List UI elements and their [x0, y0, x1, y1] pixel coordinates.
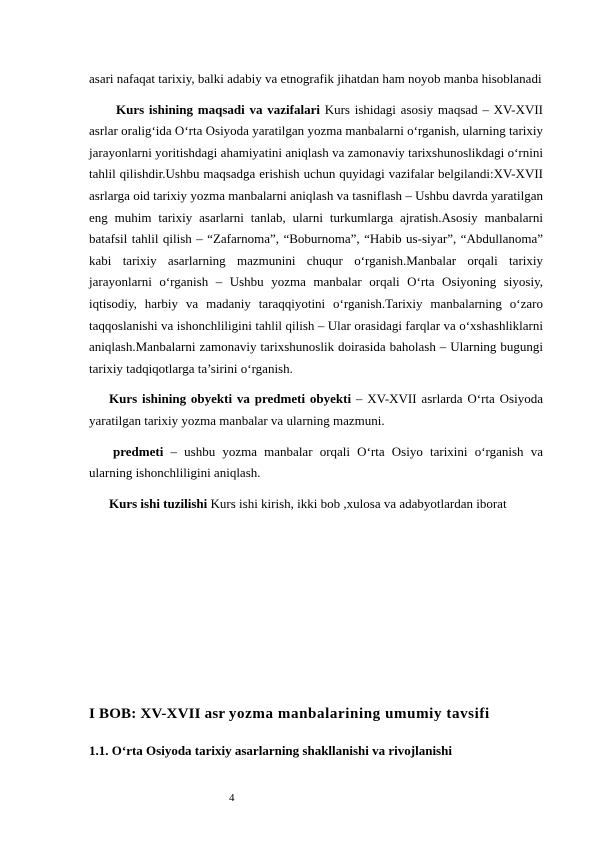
structure-paragraph — [89, 493, 543, 515]
section-heading: 1.1. O‘rta Osiyoda tarixiy asarlarning shakllanishi va rivojlanishi — [89, 743, 452, 758]
subject-paragraph — [89, 441, 543, 484]
object-paragraph — [89, 388, 543, 431]
purpose-paragraph — [89, 99, 543, 380]
purpose-text: Kurs ishidagi asosiy maqsad – XV-XVII asrlar oralig‘ida O‘rta Osiyoda yaratilgan yozma manbalarni o‘rganish, ularning tarixiy jarayonlarni yoritishdagi ahamiyatini aniqlash va zamonaviy tarixshunoslikdagi o‘rnini tahlil qilishdir.Ushbu maqsadga erishish uchun quyidagi vazifalar belgilandi:XV-XVII asrlarga oid tarixiy yozma manbalarni aniqlash va tasniflash – Ushbu davrda yaratilgan eng muhim tarixiy asarlarni tanlab, ularni turkumlarga ajratish.Asosiy manbalarni batafsil tahlil qilish – “Zafarnoma”, “Boburnoma”, “Habib us-siyar”, “Abdullanoma” kabi tarixiy asarlarning mazmunini chuqur o‘rganish.Manbalar orqali tarixiy jarayonlarni o‘rganish – Ushbu yozma manbalar orqali O‘rta Osiyoning siyosiy, iqtisodiy, harbiy va madaniy taraqqiyotini o‘rganish.Tarixiy manbalarning o‘zaro taqqoslanishi va ishonchliligini tahlil qilish – Ular orasidagi farqlar va o‘xshashliklarni aniqlash.Manbalarni zamonaviy tarixshunoslik doirasida baholash – Ularning bugungi tarixiy tadqiqotlarga ta’sirini o‘rganish. — [89, 101, 544, 376]
structure-text: Kurs ishi kirish, ikki bob ,xulosa va adabyotlardan iborat — [207, 495, 507, 511]
subject-heading: predmeti — [113, 443, 164, 459]
object-text: – XV-XVII asrlarda O‘rta Osiyoda yaratilgan tarixiy yozma manbalar va ularning mazmuni. — [89, 391, 543, 428]
subject-text: – ushbu yozma manbalar orqali O‘rta Osiyo tarixini o‘rganish va ularning ishonchliligini aniqlash. — [89, 443, 543, 481]
chapter-heading-rest: yozma manbalarining umumiy tavsifi — [228, 706, 490, 722]
document-body — [89, 68, 543, 514]
intro-paragraph — [89, 68, 543, 90]
chapter-heading — [89, 706, 490, 723]
intro-text: asari nafaqat tarixiy, balki adabiy va etnografik jihatdan ham noyob manba hisoblanadi — [89, 71, 542, 86]
object-heading: Kurs ishining obyekti va predmeti obyekti — [109, 391, 352, 407]
page-number: 4 — [229, 792, 235, 804]
purpose-heading: Kurs ishining maqsadi va vazifalari — [116, 101, 320, 117]
chapter-heading-prefix: I BOB: XV-XVII asr — [89, 706, 229, 722]
structure-heading: Kurs ishi tuzilishi — [109, 495, 208, 511]
